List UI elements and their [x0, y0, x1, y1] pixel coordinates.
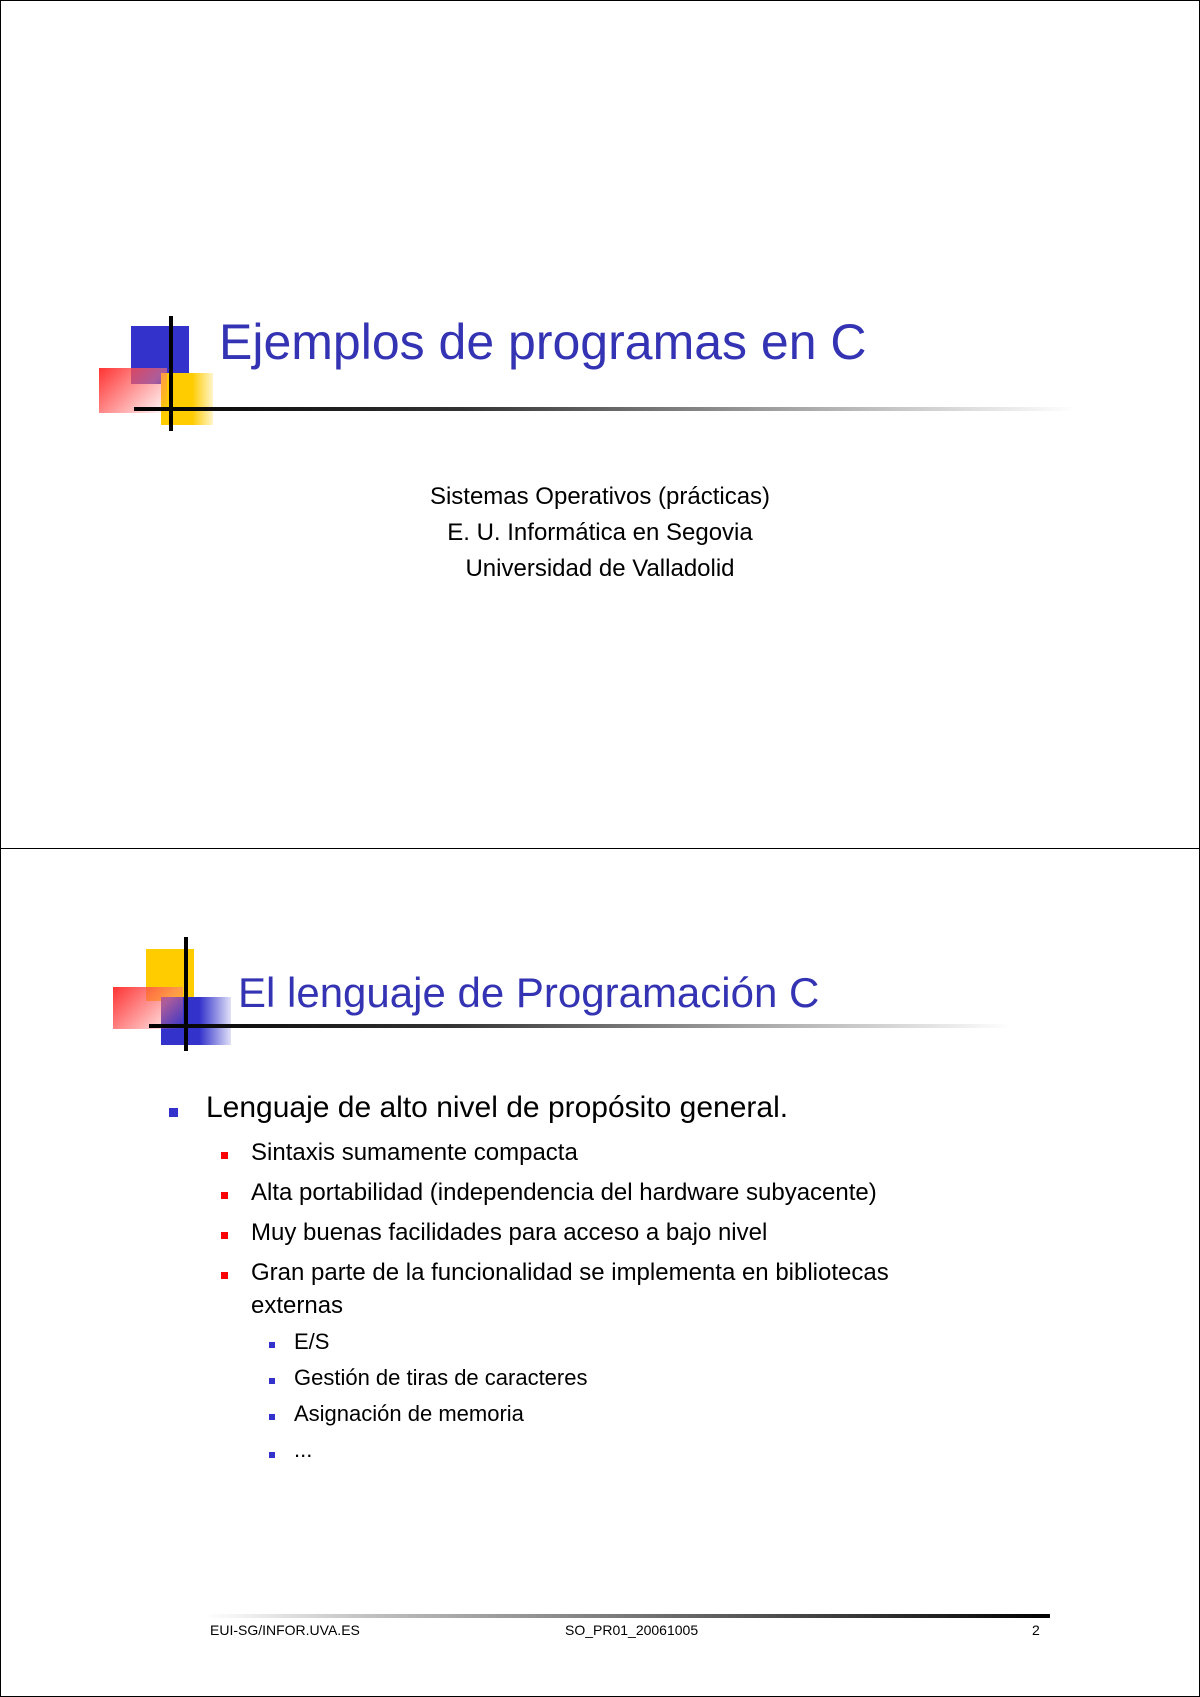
sub-bullet-item: Sintaxis sumamente compacta — [251, 1139, 578, 1166]
bullet-square-icon — [221, 1192, 228, 1199]
bullet-square-icon — [269, 1378, 275, 1384]
subtitle-line: Sistemas Operativos (prácticas) — [429, 483, 771, 510]
sub-bullet-item: Gran parte de la funcionalidad se implementa en bibliotecas — [251, 1259, 889, 1286]
sub-sub-bullet-item: Asignación de memoria — [294, 1401, 524, 1426]
bullet-square-icon — [169, 1108, 178, 1117]
bullet-square-icon — [269, 1342, 275, 1348]
page-title: Ejemplos de programas en C — [219, 314, 867, 370]
slide-2 — [0, 848, 1200, 1697]
footer-center: SO_PR01_20061005 — [565, 1622, 699, 1638]
bullet-square-icon — [221, 1272, 228, 1279]
sub-sub-bullet-item: Gestión de tiras de caracteres — [294, 1365, 588, 1390]
footer-left: EUI-SG/INFOR.UVA.ES — [210, 1622, 360, 1638]
title-rule — [134, 407, 1076, 411]
subtitle-block — [1, 479, 1199, 587]
sub-sub-bullet-item: ... — [294, 1437, 313, 1462]
subtitle-line: E. U. Informática en Segovia — [447, 519, 753, 546]
bullet-item: Lenguaje de alto nivel de propósito general. — [206, 1091, 789, 1124]
bullet-square-icon — [269, 1414, 275, 1420]
bullet-square-icon — [221, 1232, 228, 1239]
sub-bullet-item: Alta portabilidad (independencia del hardware subyacente) — [251, 1179, 877, 1206]
sub-sub-bullet-item: E/S — [294, 1329, 330, 1354]
title-rule — [149, 1024, 1011, 1028]
slide-title: El lenguaje de Programación C — [238, 969, 820, 1016]
bullet-square-icon — [269, 1452, 275, 1458]
sub-bullet-item: Muy buenas facilidades para acceso a bajo nivel — [251, 1219, 768, 1246]
sub-bullet-continuation: externas — [251, 1292, 344, 1319]
page-number: 2 — [1032, 1622, 1040, 1638]
subtitle-line: Universidad de Valladolid — [465, 555, 735, 582]
bullet-square-icon — [221, 1152, 228, 1159]
footer-rule — [205, 1614, 1050, 1618]
